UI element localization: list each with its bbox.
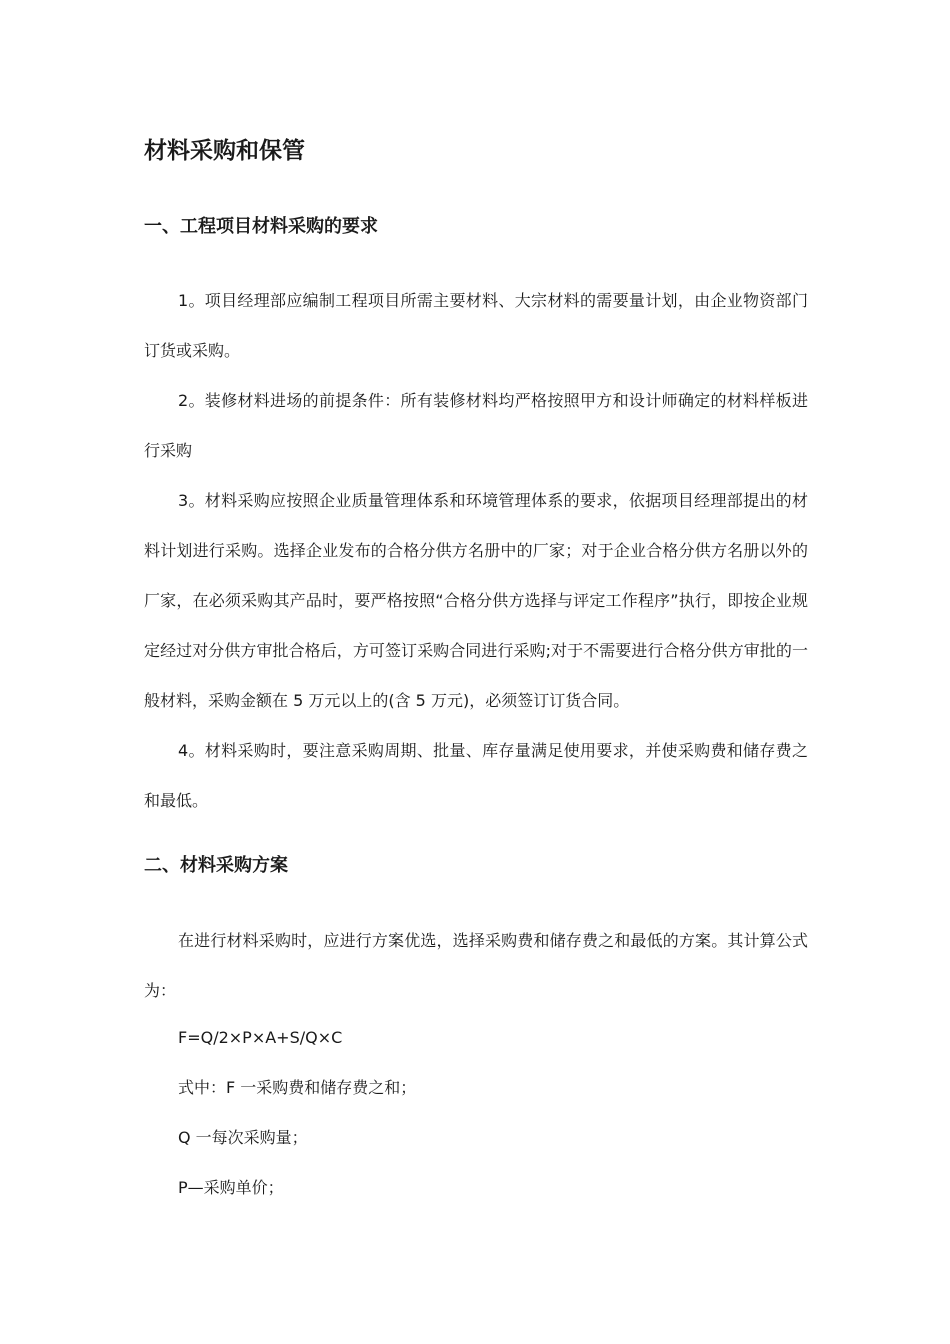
paragraph-4: 4。材料采购时，要注意采购周期、批量、库存量满足使用要求，并使采购费和储存费之和最低。 <box>144 741 808 810</box>
formula-definition-q: Q 一每次采购量； <box>178 1128 308 1147</box>
document-title: 材料采购和保管 <box>144 138 305 164</box>
paragraph-1: 1。项目经理部应编制工程项目所需主要材料、大宗材料的需要量计划，由企业物资部门订货或采购。 <box>144 291 808 360</box>
paragraph-3: 3。材料采购应按照企业质量管理体系和环境管理体系的要求，依据项目经理部提出的材料计划进行采购。选择企业发布的合格分供方名册中的厂家；对于企业合格分供方名册以外的厂家，在必须采购其产品时，要严格按照“合格分供方选择与评定工作程序”执行，即按企业规定经过对分供方审批合格后，方可签订采购合同进行采购;对于不需要进行合格分供方审批的一般材料，采购金额在 5 万元以上的(含 5 万元)，必须签订订货合同。 <box>144 491 808 710</box>
formula-line: F=Q/2×P×A+S/Q×C <box>178 1028 343 1047</box>
paragraph-plan-intro: 在进行材料采购时，应进行方案优选，选择采购费和储存费之和最低的方案。其计算公式为： <box>144 931 808 1000</box>
formula-definition-f: 式中：F 一采购费和储存费之和； <box>178 1078 417 1097</box>
formula-definition-p: P—采购单价； <box>178 1178 284 1197</box>
section-heading-plan: 二、材料采购方案 <box>144 855 288 876</box>
section-heading-requirements: 一、工程项目材料采购的要求 <box>144 216 378 237</box>
paragraph-2: 2。装修材料进场的前提条件：所有装修材料均严格按照甲方和设计师确定的材料样板进行采购 <box>144 391 808 460</box>
